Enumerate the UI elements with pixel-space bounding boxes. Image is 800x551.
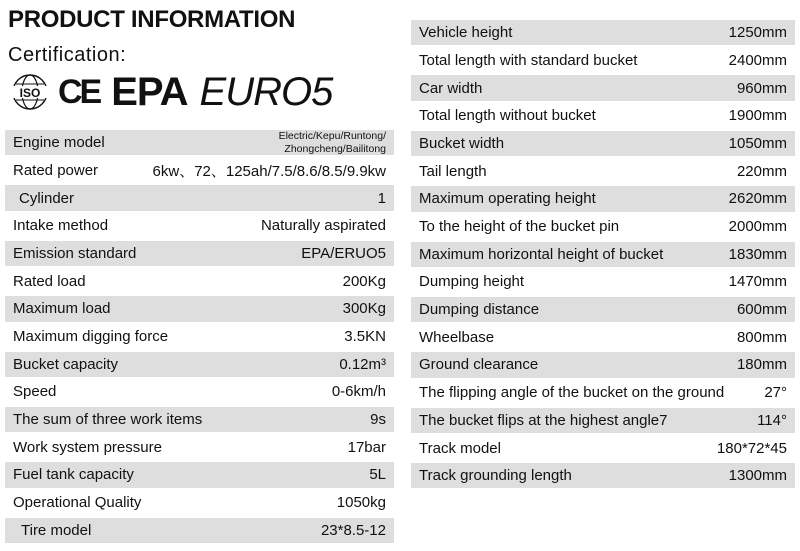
spec-value: 2620mm bbox=[728, 190, 787, 208]
spec-label: Maximum load bbox=[13, 300, 111, 318]
spec-value: 1900mm bbox=[728, 107, 787, 125]
spec-value: EPA/ERUO5 bbox=[301, 244, 386, 262]
spec-row bbox=[5, 158, 394, 183]
spec-row bbox=[411, 186, 795, 211]
spec-label: Track model bbox=[419, 439, 501, 457]
spec-label: Ground clearance bbox=[419, 356, 539, 374]
spec-row bbox=[411, 242, 795, 267]
spec-value: 960mm bbox=[736, 79, 787, 97]
spec-label: The bucket flips at the highest angle7 bbox=[419, 411, 668, 429]
spec-row bbox=[411, 352, 795, 377]
certification-logos bbox=[8, 70, 332, 114]
spec-row bbox=[411, 269, 795, 294]
spec-value: 800mm bbox=[736, 328, 787, 346]
spec-label: Bucket capacity bbox=[13, 355, 119, 373]
spec-label: Car width bbox=[419, 79, 483, 97]
spec-value: 17bar bbox=[347, 438, 386, 456]
ce-logo: CE bbox=[58, 72, 100, 111]
spec-row bbox=[411, 380, 795, 405]
spec-label: Bucket width bbox=[419, 134, 505, 152]
spec-value: 220mm bbox=[736, 162, 787, 180]
spec-row bbox=[5, 296, 394, 321]
spec-row bbox=[411, 131, 795, 156]
spec-row bbox=[5, 352, 394, 377]
spec-value: 0.12m³ bbox=[339, 355, 386, 373]
spec-row bbox=[411, 75, 795, 100]
spec-row bbox=[411, 408, 795, 433]
spec-label: Intake method bbox=[13, 217, 109, 235]
page-title: PRODUCT INFORMATION bbox=[8, 6, 296, 33]
spec-value: 1300mm bbox=[728, 467, 787, 485]
spec-label: Work system pressure bbox=[13, 438, 162, 456]
iso-logo-icon bbox=[8, 70, 52, 114]
spec-label: Maximum operating height bbox=[419, 190, 596, 208]
spec-label: Track grounding length bbox=[419, 467, 572, 485]
spec-label: Rated power bbox=[13, 161, 99, 179]
spec-value: 1250mm bbox=[728, 24, 787, 42]
spec-row bbox=[411, 214, 795, 239]
spec-label: Fuel tank capacity bbox=[13, 466, 134, 484]
spec-row bbox=[5, 241, 394, 266]
certification-heading: Certification: bbox=[8, 44, 127, 66]
spec-value: 2000mm bbox=[728, 218, 787, 235]
spec-row bbox=[5, 185, 394, 210]
spec-row bbox=[411, 435, 795, 460]
spec-value: 1050mm bbox=[728, 134, 787, 152]
euro5-logo: EURO5 bbox=[199, 69, 333, 114]
spec-value: 1 bbox=[377, 189, 386, 207]
spec-label: Dumping height bbox=[419, 273, 525, 291]
spec-label: Dumping distance bbox=[419, 301, 540, 319]
spec-row bbox=[411, 297, 795, 322]
spec-label: Cylinder bbox=[19, 189, 75, 207]
spec-value: 300Kg bbox=[342, 300, 386, 318]
spec-value: 600mm bbox=[736, 301, 787, 319]
spec-value: 0-6km/h bbox=[331, 383, 386, 401]
spec-value: Naturally aspirated bbox=[260, 217, 386, 235]
spec-value: 1050kg bbox=[336, 494, 386, 512]
spec-value: 180*72*45 bbox=[716, 439, 787, 457]
right-spec-table bbox=[411, 20, 795, 491]
spec-label: Maximum horizontal height of bucket bbox=[419, 245, 664, 263]
spec-row bbox=[5, 324, 394, 349]
spec-value: 180mm bbox=[736, 356, 787, 374]
spec-row bbox=[5, 130, 394, 155]
spec-value: 114° bbox=[757, 411, 787, 429]
spec-label: Total length with standard bucket bbox=[419, 51, 638, 69]
spec-row bbox=[411, 463, 795, 488]
spec-label: The sum of three work items bbox=[13, 411, 203, 429]
spec-row bbox=[5, 379, 394, 404]
spec-label: Emission standard bbox=[13, 244, 137, 262]
spec-label: Speed bbox=[13, 383, 57, 401]
spec-value: 5L bbox=[369, 466, 386, 484]
spec-row bbox=[5, 490, 394, 515]
spec-label: Tire model bbox=[21, 521, 92, 539]
spec-row bbox=[5, 435, 394, 460]
spec-value: 27° bbox=[764, 384, 787, 402]
spec-label: Engine model bbox=[13, 134, 105, 152]
spec-row bbox=[5, 407, 394, 432]
spec-row bbox=[411, 103, 795, 128]
spec-value: 1830mm bbox=[728, 245, 787, 263]
spec-label: Operational Quality bbox=[13, 494, 142, 512]
spec-row bbox=[411, 325, 795, 350]
spec-value: 200Kg bbox=[342, 272, 386, 290]
spec-label: Vehicle height bbox=[419, 24, 513, 42]
spec-label: The flipping angle of the bucket on the ground bbox=[419, 384, 725, 402]
spec-row bbox=[5, 213, 394, 238]
spec-label: Rated load bbox=[13, 272, 86, 290]
spec-row bbox=[5, 268, 394, 293]
spec-value: 23*8.5-12 bbox=[320, 521, 386, 539]
spec-label: Total length without bucket bbox=[419, 107, 596, 125]
spec-value: 6kw、72、125ah/7.5/8.6/8.5/9.9kw bbox=[152, 162, 386, 180]
spec-row bbox=[411, 48, 795, 73]
spec-row bbox=[411, 20, 795, 45]
spec-row bbox=[5, 462, 394, 487]
left-spec-table bbox=[5, 130, 394, 545]
spec-label: Tail length bbox=[419, 162, 487, 180]
spec-label: To the height of the bucket pin bbox=[419, 218, 620, 235]
spec-value: 2400mm bbox=[728, 51, 787, 69]
epa-logo: EPA bbox=[111, 69, 188, 114]
iso-logo-text: ISO bbox=[19, 86, 41, 100]
spec-value: 3.5KN bbox=[344, 328, 386, 345]
spec-row bbox=[5, 518, 394, 543]
spec-value: 9s bbox=[370, 411, 386, 429]
spec-value: 1470mm bbox=[728, 273, 787, 291]
spec-value: Electric/Kepu/Runtong/ Zhongcheng/Bailitong bbox=[278, 129, 386, 155]
spec-label: Wheelbase bbox=[419, 328, 495, 346]
spec-label: Maximum digging force bbox=[13, 328, 169, 345]
spec-row bbox=[411, 158, 795, 183]
